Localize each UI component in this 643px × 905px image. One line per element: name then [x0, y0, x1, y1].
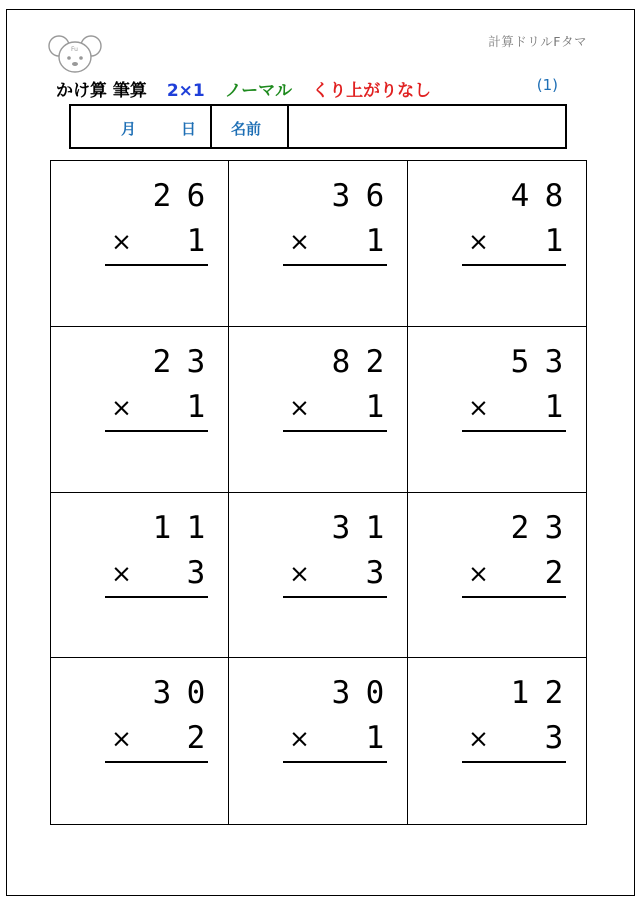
- name-label-cell: [212, 106, 289, 147]
- digit: 1: [544, 388, 564, 425]
- worksheet-title: [56, 76, 586, 100]
- digit: 6: [186, 178, 206, 214]
- problem-grid: [50, 160, 587, 825]
- multiplicand: [329, 511, 387, 545]
- digit: 5: [510, 343, 530, 380]
- problem-cell[interactable]: [229, 658, 408, 824]
- problem-cell[interactable]: [51, 161, 229, 327]
- digit: 3: [544, 509, 564, 546]
- digit: 3: [365, 554, 385, 591]
- problem-cell[interactable]: [408, 493, 586, 659]
- day-label: 日: [181, 120, 197, 138]
- answer-line: [462, 761, 566, 763]
- name-field[interactable]: [289, 106, 565, 147]
- problem-cell[interactable]: [51, 658, 229, 824]
- multiply-sign: ×: [289, 724, 310, 754]
- digit: 3: [186, 343, 206, 380]
- digit: 1: [186, 223, 206, 259]
- answer-line: [283, 761, 387, 763]
- multiply-sign: ×: [289, 558, 310, 588]
- multiply-sign: ×: [468, 724, 489, 754]
- digit: 2: [510, 509, 530, 546]
- digit: 1: [365, 388, 385, 425]
- digit: 2: [544, 554, 564, 591]
- multiply-sign: ×: [468, 558, 489, 588]
- multiply-sign: ×: [111, 227, 132, 256]
- name-label: 名前: [231, 120, 262, 138]
- answer-line: [105, 761, 208, 763]
- title-carry: くり上がりなし: [312, 81, 432, 101]
- multiply-sign: ×: [289, 392, 310, 422]
- multiplier: [363, 556, 387, 590]
- digit: 3: [186, 554, 206, 591]
- multiplier: [184, 721, 208, 755]
- digit: 2: [152, 178, 172, 214]
- mouse-logo-icon: [48, 32, 102, 76]
- digit: 0: [365, 675, 385, 712]
- multiplier: [363, 390, 387, 424]
- multiplicand: [150, 511, 208, 545]
- multiplicand: [329, 345, 387, 379]
- multiply-sign: ×: [111, 558, 132, 588]
- answer-line: [462, 430, 566, 432]
- problem-cell[interactable]: [229, 493, 408, 659]
- answer-line: [283, 264, 387, 266]
- digit: 1: [365, 509, 385, 546]
- title-type: 2×1: [166, 81, 205, 101]
- answer-line: [105, 430, 208, 432]
- digit: 1: [510, 675, 530, 712]
- digit: 6: [365, 178, 385, 214]
- digit: 1: [365, 223, 385, 259]
- multiplier: [542, 390, 566, 424]
- multiplicand: [150, 179, 208, 213]
- title-main: かけ算 筆算: [56, 81, 147, 101]
- answer-line: [462, 264, 566, 266]
- multiply-sign: ×: [468, 392, 489, 422]
- problem-cell[interactable]: [229, 161, 408, 327]
- answer-line: [105, 264, 208, 266]
- date-field[interactable]: [71, 106, 212, 147]
- multiplicand: [508, 511, 566, 545]
- multiplicand: [329, 179, 387, 213]
- answer-line: [283, 596, 387, 598]
- multiplicand: [329, 676, 387, 710]
- sheet-number: (1): [536, 76, 558, 94]
- multiply-sign: ×: [289, 227, 310, 256]
- digit: 0: [186, 675, 206, 712]
- multiplicand: [508, 345, 566, 379]
- problem-cell[interactable]: [408, 327, 586, 493]
- multiplier: [363, 721, 387, 755]
- digit: 1: [186, 509, 206, 546]
- multiplicand: [508, 676, 566, 710]
- multiplicand: [150, 345, 208, 379]
- digit: 4: [510, 178, 530, 214]
- digit: 2: [365, 343, 385, 380]
- digit: 3: [544, 720, 564, 757]
- multiplier: [542, 721, 566, 755]
- digit: 1: [365, 720, 385, 757]
- digit: 2: [152, 343, 172, 380]
- multiplier: [184, 556, 208, 590]
- problem-cell[interactable]: [408, 658, 586, 824]
- answer-line: [283, 430, 387, 432]
- name-date-box: [69, 104, 567, 149]
- multiply-sign: ×: [111, 392, 132, 422]
- brand-name: 計算ドリルFタマ: [488, 34, 587, 49]
- problem-cell[interactable]: [408, 161, 586, 327]
- multiplier: [184, 224, 208, 258]
- answer-line: [462, 596, 566, 598]
- digit: 3: [152, 675, 172, 712]
- answer-line: [105, 596, 208, 598]
- digit: 8: [544, 178, 564, 214]
- multiplier: [363, 224, 387, 258]
- multiplicand: [508, 179, 566, 213]
- digit: 8: [331, 343, 351, 380]
- multiplicand: [150, 676, 208, 710]
- title-level: ノーマル: [224, 81, 293, 101]
- multiply-sign: ×: [468, 227, 489, 256]
- multiplier: [542, 224, 566, 258]
- digit: 1: [152, 509, 172, 546]
- multiplier: [542, 556, 566, 590]
- digit: 2: [544, 675, 564, 712]
- digit: 3: [544, 343, 564, 380]
- multiplier: [184, 390, 208, 424]
- problem-cell[interactable]: [229, 327, 408, 493]
- digit: 1: [186, 388, 206, 425]
- month-label: 月: [121, 120, 137, 138]
- multiply-sign: ×: [111, 724, 132, 754]
- digit: 3: [331, 509, 351, 546]
- digit: 3: [331, 178, 351, 214]
- digit: 2: [186, 720, 206, 757]
- problem-cell[interactable]: [51, 493, 229, 659]
- digit: 3: [331, 675, 351, 712]
- logo-text: Fu: [71, 46, 78, 53]
- digit: 1: [544, 223, 564, 259]
- problem-cell[interactable]: [51, 327, 229, 493]
